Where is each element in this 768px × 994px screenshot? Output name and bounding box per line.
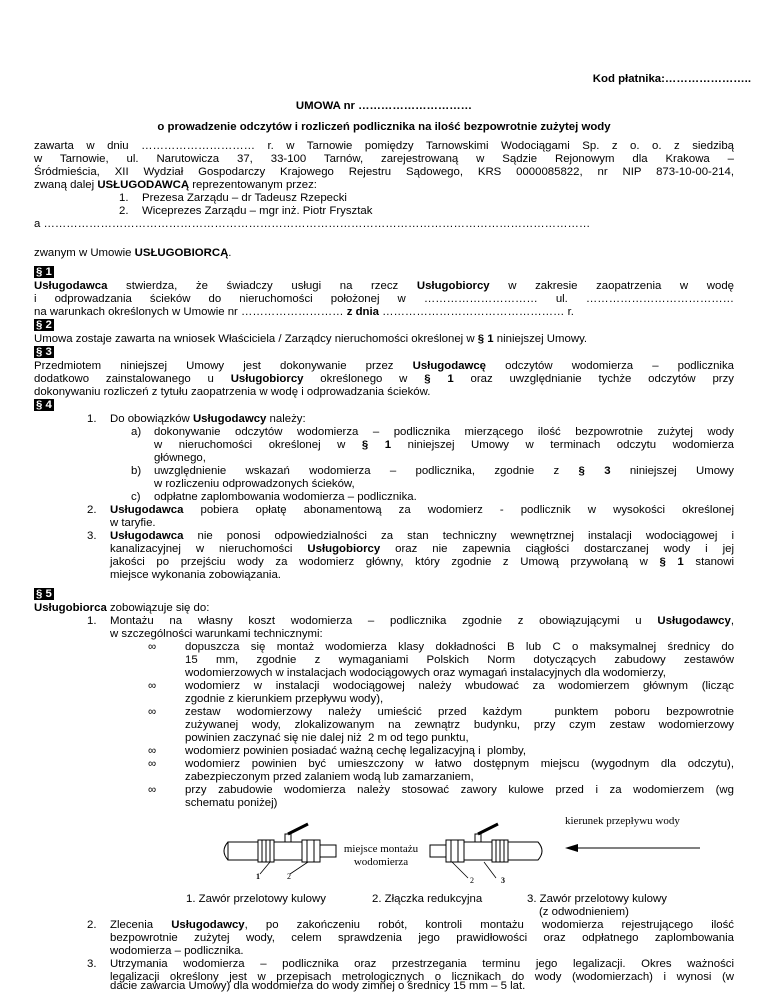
text: Przedmiotem niniejszej Umowy jest dokonywanie przez xyxy=(34,360,413,372)
text: jakości po przejściu wody za wodomierz główny, który zgodnie z Umową przywołaną w xyxy=(110,556,660,568)
leader-line-2b xyxy=(452,862,468,878)
s4-p3-number: 3. xyxy=(87,530,97,542)
flow-arrow xyxy=(565,844,700,852)
caption-valve: 1. Zawór przelotowy kulowy xyxy=(186,893,326,905)
text: odczytów wodomierza – podlicznika xyxy=(486,360,734,372)
s5-bullet-5-line-2: zabezpieczonym przed zalaniem wodą lub zamarzaniem, xyxy=(185,771,474,783)
section-3-marker xyxy=(34,346,54,359)
s4-p1-number: 1. xyxy=(87,413,97,425)
valve-stem xyxy=(475,834,481,842)
s5-bullet-6-line-2: schematu poniżej) xyxy=(185,797,278,809)
diagram-number-2a: 2 xyxy=(287,872,291,881)
payer-code: Kod płatnika:………………….. xyxy=(592,73,751,85)
contract-title: UMOWA nr ………………………… xyxy=(295,100,473,112)
section-5-marker xyxy=(34,588,54,601)
paragraph-mark: § 1 xyxy=(36,266,52,278)
pipe-break xyxy=(224,842,228,860)
valve-body xyxy=(274,842,302,860)
text: niniejszej Umowy w terminach odczytu wodomierza xyxy=(391,439,734,451)
valve-stem xyxy=(285,834,291,842)
term: Usługodawcy xyxy=(657,615,731,627)
s4-p3-line-1 xyxy=(110,530,734,543)
intro-text: reprezentowanym przez: xyxy=(189,179,317,191)
reduction-coupling xyxy=(446,840,464,862)
caption-drain-line-2: (z odwodnieniem) xyxy=(539,906,629,919)
s4-p3-line-3 xyxy=(110,556,734,569)
s5-bullet-4-line-1: wodomierz powinien posiadać ważną cechę legalizacyjną i plomby, xyxy=(185,745,527,757)
paragraph-mark: § 5 xyxy=(36,588,52,600)
s4-b-label: b) xyxy=(131,465,142,477)
bullet-icon: ∞ xyxy=(148,706,157,718)
bullet-icon: ∞ xyxy=(148,758,157,770)
pipe-segment xyxy=(508,842,542,860)
s5-bullet-2-line-2: zgodnie z kierunkiem przepływu wody), xyxy=(185,693,384,705)
s1-line-3 xyxy=(34,306,734,319)
s5-p2-line-1 xyxy=(110,919,734,932)
s4-p2-line-1 xyxy=(110,504,734,517)
text: oraz uwzględnianie tychże odczytów przy xyxy=(453,373,734,385)
leader-line-1 xyxy=(260,862,270,874)
term: Usługobiorca xyxy=(34,602,107,614)
s5-p3-line-2: legalizacji określony jest w przepisach metrologicznych o licznikach do wody (wodomierzach) i wynosi (w xyxy=(110,971,734,983)
text: Montażu na własny koszt wodomierza – podlicznika zgodnie z obowiązującymi u xyxy=(110,615,658,627)
term: Usługodawcy xyxy=(171,919,245,931)
ref: § 1 xyxy=(361,439,392,451)
diagram-number-3: 3 xyxy=(501,876,505,885)
text: pobiera opłatę abonamentową za wodomierz - podlicznik w wysokości określonej xyxy=(183,504,734,516)
s4-b-line-2: w rozliczeniu odprowadzonych ścieków, xyxy=(154,478,355,490)
s4-a-line-3: głównego, xyxy=(154,452,206,464)
s5-bullet-3-line-1: zestaw wodomierzowy należy umieścić przed każdym punktem poboru bezpowrotnie xyxy=(185,706,734,718)
text: w nieruchomości określonej w xyxy=(154,439,362,451)
text: nie ponosi odpowiedzialności za stan techniczny wewnętrznej instalacji wodociągowej i xyxy=(183,530,734,542)
text: ………………………………………… r. xyxy=(378,306,574,318)
text: Do obowiązków xyxy=(110,413,193,425)
uslugobiorca-term: USŁUGOBIORCĄ xyxy=(134,247,229,259)
s4-a-line-1: dokonywanie odczytów wodomierza – podlicznika mierzącego ilość bezpowrotnie zużytej wody xyxy=(154,426,734,438)
term: Usługodawcę xyxy=(412,360,487,372)
text: zobowiązuje się do: xyxy=(106,602,210,614)
text: , po zakończeniu robót, kontroli montażu wodomierza rejestrującego ilość xyxy=(244,919,734,931)
s5-p1-number: 1. xyxy=(87,615,97,627)
rep-2-name: Wiceprezes Zarządu – mgr inż. Piotr Frysztak xyxy=(142,205,373,217)
caption-drain-valve xyxy=(527,893,667,920)
text: z dnia xyxy=(346,306,379,318)
s5-bullet-1-line-1: dopuszcza się montaż wodomierza klasy dokładności B lub C o maksymalnej średnicy do xyxy=(185,641,734,653)
intro-line-2: w Tarnowie, ul. Narutowicza 37, 33-100 Tarnów, zarejestrowaną w Sądzie Rejonowym dla Krakowa – xyxy=(34,153,734,165)
text: niniejszej Umowy. xyxy=(493,333,588,345)
bullet-icon: ∞ xyxy=(148,784,157,796)
s4-c-line-1: odpłatne zaplombowania wodomierza – podlicznika. xyxy=(154,491,417,503)
leader-line-2 xyxy=(290,862,308,874)
diagram-number-2b: 2 xyxy=(470,876,474,885)
text: oraz nie zapewnia ciągłości dostarczanej wody i jej xyxy=(380,543,734,555)
s5-bullet-5-line-1: wodomierz powinien być umieszczony w łatwo dostępnym miejscu (wygodnym dla odczytu), xyxy=(185,758,734,770)
s5-p2-line-2: bezpowrotnie zużytej wody, celem sprawdzenia jego prawidłowości oraz odpłatnego zaplombowania xyxy=(110,932,734,944)
text: niniejszej Umowy xyxy=(610,465,734,477)
text: określonego w xyxy=(303,373,425,385)
text: Umowa zostaje zawarta na wniosek Właściciela / Zarządcy nieruchomości określonej w xyxy=(34,333,478,345)
intro-line-1: zawarta w dniu ………………………… r. w Tarnowie pomiędzy Tarnowskimi Wodociągami Sp. z o. o. z siedzibą xyxy=(34,140,734,152)
diagram-number-1: 1 xyxy=(256,872,260,881)
valve-body xyxy=(464,842,492,860)
text: na warunkach określonych w Umowie nr ……………………… xyxy=(34,306,347,318)
s5-p3-line-3: dacie zawarcia Umowy) dla wodomierza do wody zimnej o średnicy 15 mm – 5 lat. xyxy=(110,980,526,992)
ref: § 3 xyxy=(578,465,611,477)
s4-p3-line-2 xyxy=(110,543,734,556)
intro-text: . xyxy=(228,247,232,259)
s4-p2-line-2: w taryfie. xyxy=(110,517,156,529)
rep-1-number: 1. xyxy=(119,192,129,204)
text: dodatkowo zainstalowanego u xyxy=(34,373,231,385)
mount-label-line-2: wodomierza xyxy=(353,856,409,868)
s4-a-label: a) xyxy=(131,426,142,438)
s5-p2-number: 2. xyxy=(87,919,97,931)
term: Usługodawcy xyxy=(192,413,267,425)
text: stanowi xyxy=(683,556,734,568)
uslugobiorca-definition xyxy=(34,247,231,260)
intro-line-4 xyxy=(34,179,734,192)
caption-coupling: 2. Złączka redukcyjna xyxy=(372,893,483,905)
caption-drain-line-1: 3. Zawór przelotowy kulowy xyxy=(527,893,667,905)
text: , xyxy=(730,615,734,627)
ref: § 1 xyxy=(477,333,494,345)
flow-direction-label: kierunek przepływu wody xyxy=(565,815,680,827)
s5-bullet-1-line-2: 15 mm, zgodnie z wymaganiami Polskich Norm dotyczących zabudowy zestawów xyxy=(185,654,734,666)
term: Usługodawca xyxy=(110,504,184,516)
valve-handle xyxy=(288,824,308,834)
term: Usługobiorcy xyxy=(307,543,381,555)
pipe-segment xyxy=(228,842,258,860)
party-a-line: a ……………………………………………………………………………………………………………………………… xyxy=(34,218,591,230)
s5-bullet-3-line-2: zużywanej wody, zlokalizowanym na zewnątrz budynku, przy czym zestaw wodomierzowy xyxy=(185,719,734,731)
bullet-icon: ∞ xyxy=(148,680,157,692)
s4-p3-line-4: miejsce wykonania zobowiązania. xyxy=(110,569,281,581)
term: Usługodawca xyxy=(110,530,184,542)
text: stwierdza, że świadczy usługi na rzecz xyxy=(107,280,417,292)
contract-subtitle: o prowadzenie odczytów i rozliczeń podlicznika na ilość bezpowrotnie zużytej wody xyxy=(157,121,611,133)
s5-p2-line-3: wodomierza – podlicznika. xyxy=(110,945,244,957)
right-valve-assembly xyxy=(430,824,542,862)
mount-location-label xyxy=(321,843,441,869)
s4-a-line-2 xyxy=(154,439,734,452)
intro-text: zwaną dalej xyxy=(34,179,98,191)
s4-p2-number: 2. xyxy=(87,504,97,516)
s1-line-1 xyxy=(34,280,734,293)
rep-1-name: Prezesa Zarządu – dr Tadeusz Rzepecki xyxy=(142,192,347,204)
paragraph-mark: § 3 xyxy=(36,346,52,358)
mount-label-line-1: miejsce montażu xyxy=(343,843,419,855)
s3-line-1 xyxy=(34,360,734,373)
intro-line-3: Śródmieścia, XII Wydział Gospodarczy Krajowego Rejestru Sądowego, KRS 0000085822, nr NIP 873-10-00-214, xyxy=(34,166,734,178)
s5-p3-line-1: Utrzymania wodomierza – podlicznika oraz przestrzegania terminu jego legalizacji. Okres ważności xyxy=(110,958,734,970)
s3-line-3: dokonywaniu rozliczeń z tytułu zaopatrzenia w wodę i odprowadzania ścieków. xyxy=(34,386,431,398)
s5-bullet-6-line-1: przy zabudowie wodomierza należy stosować zawory kulowe przed i za wodomierzem (wg xyxy=(185,784,734,796)
text: Zlecenia xyxy=(110,919,172,931)
s3-line-2 xyxy=(34,373,734,386)
left-valve-assembly xyxy=(224,824,336,862)
text: uwzględnienie wskazań wodomierza – podlicznika, zgodnie z xyxy=(154,465,579,477)
section-2-marker xyxy=(34,319,54,332)
section-4-marker xyxy=(34,399,54,412)
s5-heading xyxy=(34,602,209,615)
bullet-icon: ∞ xyxy=(148,745,157,757)
intro-text: zwanym w Umowie xyxy=(34,247,135,259)
term: Usługodawca xyxy=(34,280,108,292)
s5-p1-line-1 xyxy=(110,615,734,628)
s2-text xyxy=(34,333,734,346)
paragraph-mark: § 4 xyxy=(36,399,52,411)
term: Usługobiorcy xyxy=(416,280,490,292)
text: należy: xyxy=(266,413,306,425)
text: w zakresie zaopatrzenia w wodę xyxy=(489,280,734,292)
s5-bullet-1-line-3: wodomierzowych w instalacjach wodociągowych oraz wymagań instalacyjnych dla wodomierzy, xyxy=(185,667,666,679)
paragraph-mark: § 2 xyxy=(36,319,52,331)
reduction-coupling xyxy=(302,840,320,862)
ref: § 1 xyxy=(424,373,454,385)
s5-p1-line-2: w szczególności warunkami technicznymi: xyxy=(110,628,323,640)
term: Usługobiorcy xyxy=(230,373,304,385)
s4-p1-text xyxy=(110,413,306,426)
s5-p3-number: 3. xyxy=(87,958,97,970)
s5-bullet-2-line-1: wodomierz w instalacji wodociągowej należy wbudować za wodomierzem głównym (licząc xyxy=(185,680,734,692)
uslugodawca-term: USŁUGODAWCĄ xyxy=(97,179,190,191)
text: kanalizacyjnej w nieruchomości xyxy=(110,543,308,555)
ref: § 1 xyxy=(659,556,684,568)
leader-line-3 xyxy=(484,862,496,878)
bullet-icon: ∞ xyxy=(148,641,157,653)
valve-handle xyxy=(478,824,498,834)
rep-2-number: 2. xyxy=(119,205,129,217)
s4-b-line-1 xyxy=(154,465,734,478)
s5-bullet-3-line-3: powinien zaczynać się nie dalej niż 2 m od tego punktu, xyxy=(185,732,469,744)
section-1-marker xyxy=(34,266,54,279)
s4-c-label: c) xyxy=(131,491,141,503)
s1-line-2: i odprowadzania ścieków do nieruchomości położonej w ………………………… ul. ………………………………… xyxy=(34,293,734,305)
